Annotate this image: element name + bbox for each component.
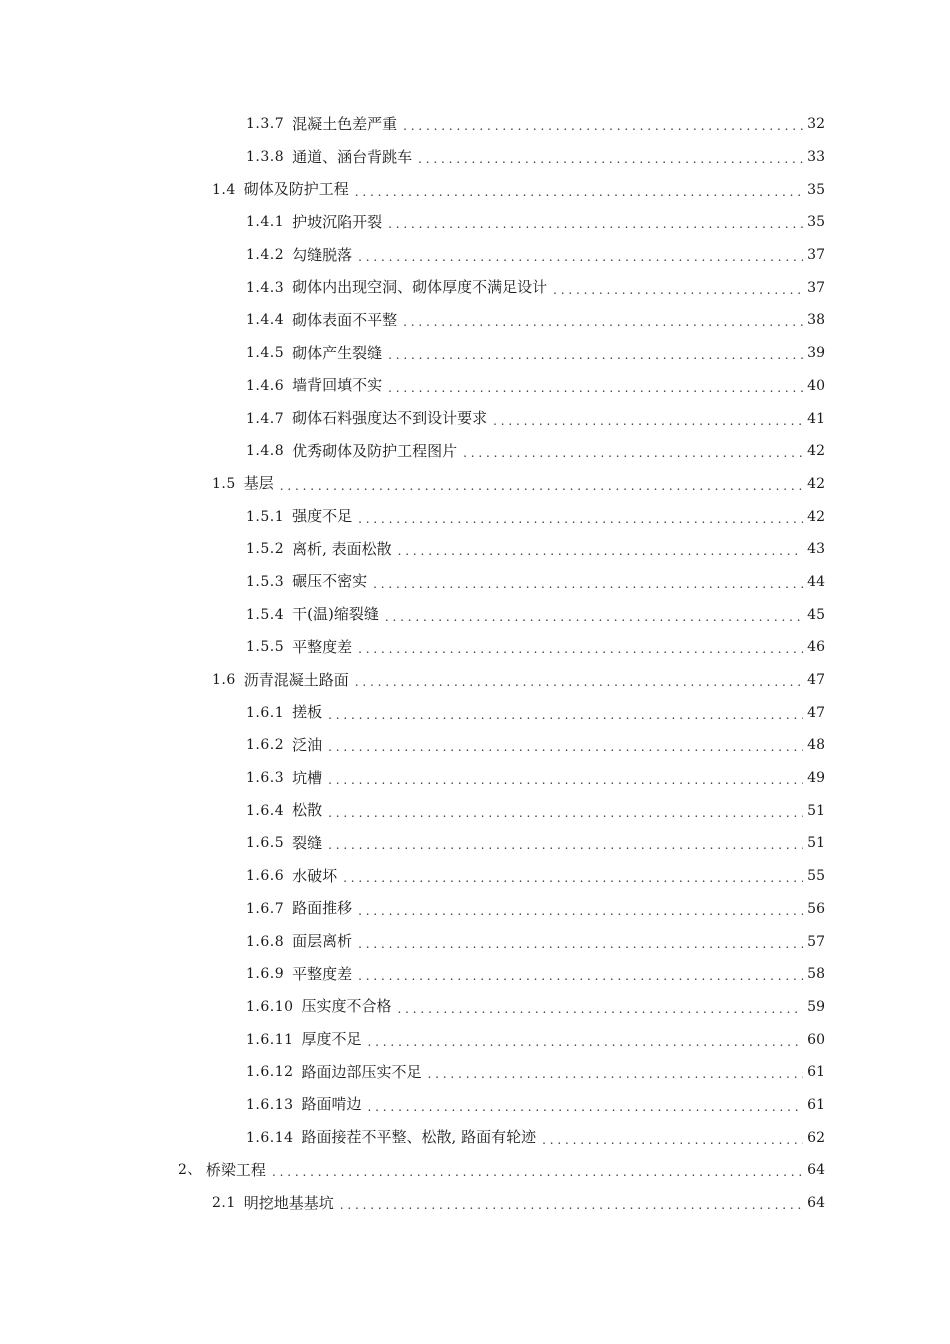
toc-dot-leader	[328, 839, 803, 851]
toc-dot-leader	[328, 774, 803, 786]
toc-entry[interactable]	[0, 827, 950, 860]
toc-entry[interactable]	[0, 696, 950, 729]
toc-entry-number: 1.4.5	[246, 345, 285, 362]
toc-entry[interactable]	[0, 1089, 950, 1122]
toc-entry[interactable]	[0, 664, 950, 697]
toc-entry-number: 1.6.1	[246, 704, 285, 721]
toc-entry-title: 路面推移	[292, 899, 353, 918]
toc-entry[interactable]	[0, 1121, 950, 1154]
toc-entry[interactable]	[0, 141, 950, 174]
toc-entry-title: 基层	[243, 474, 274, 493]
toc-entry-page-number: 64	[807, 1195, 825, 1212]
toc-entry-number: 1.3.7	[246, 116, 285, 133]
toc-entry-number: 2.1	[212, 1195, 236, 1212]
toc-entry-title: 路面边部压实不足	[301, 1062, 422, 1081]
toc-entry[interactable]	[0, 958, 950, 991]
toc-dot-leader	[553, 284, 803, 296]
toc-entry-page-number: 46	[807, 639, 825, 656]
toc-dot-leader	[493, 415, 803, 427]
toc-dot-leader	[358, 970, 803, 982]
toc-entry-page-number: 39	[807, 345, 825, 362]
toc-entry-title: 离析, 表面松散	[292, 539, 392, 558]
toc-entry[interactable]	[0, 239, 950, 272]
toc-entry-title: 松散	[292, 801, 323, 820]
toc-entry[interactable]	[0, 337, 950, 370]
toc-entry-number: 1.5.5	[246, 639, 285, 656]
toc-entry-page-number: 42	[807, 475, 825, 492]
toc-dot-leader	[373, 578, 803, 590]
toc-entry-page-number: 56	[807, 900, 825, 917]
toc-entry[interactable]	[0, 794, 950, 827]
toc-entry-page-number: 37	[807, 247, 825, 264]
toc-entry-title: 坑槽	[292, 768, 323, 787]
toc-entry[interactable]	[0, 598, 950, 631]
toc-dot-leader	[542, 1134, 803, 1146]
toc-dot-leader	[358, 513, 803, 525]
toc-entry-number: 1.5.3	[246, 573, 285, 590]
toc-entry[interactable]	[0, 925, 950, 958]
toc-dot-leader	[403, 120, 803, 132]
toc-entry-page-number: 60	[807, 1031, 825, 1048]
toc-entry-number: 1.6.4	[246, 802, 285, 819]
toc-entry-page-number: 32	[807, 116, 825, 133]
toc-entry-number: 1.5.1	[246, 508, 285, 525]
toc-entry-title: 水破坏	[292, 866, 338, 885]
toc-entry[interactable]	[0, 1056, 950, 1089]
toc-entry-number: 1.6.14	[246, 1129, 294, 1146]
toc-entry-page-number: 58	[807, 966, 825, 983]
toc-entry-page-number: 55	[807, 868, 825, 885]
toc-entry[interactable]	[0, 1187, 950, 1220]
toc-entry-title: 平整度差	[292, 964, 353, 983]
toc-entry-page-number: 41	[807, 410, 825, 427]
toc-entry-title: 路面啃边	[301, 1095, 362, 1114]
toc-entry-page-number: 51	[807, 802, 825, 819]
toc-dot-leader	[328, 709, 803, 721]
toc-entry-title: 干(温)缩裂缝	[292, 605, 379, 624]
toc-entry-title: 搓板	[292, 703, 323, 722]
toc-entry-title: 平整度差	[292, 637, 353, 656]
toc-entry-number: 1.6.8	[246, 933, 285, 950]
toc-entry-number: 1.3.8	[246, 149, 285, 166]
toc-entry-title: 优秀砌体及防护工程图片	[292, 441, 458, 460]
toc-entry-number: 1.4.6	[246, 377, 285, 394]
toc-entry-number: 1.5	[212, 475, 236, 492]
toc-entry[interactable]	[0, 304, 950, 337]
toc-entry-title: 碾压不密实	[292, 572, 368, 591]
toc-dot-leader	[428, 1068, 803, 1080]
toc-entry-title: 护坡沉陷开裂	[292, 212, 383, 231]
toc-entry-title: 砌体表面不平整	[292, 310, 398, 329]
toc-entry-title: 厚度不足	[301, 1030, 362, 1049]
toc-entry[interactable]	[0, 1023, 950, 1056]
toc-entry-page-number: 62	[807, 1129, 825, 1146]
toc-entry-page-number: 40	[807, 377, 825, 394]
toc-entry-page-number: 37	[807, 279, 825, 296]
toc-entry-page-number: 64	[807, 1162, 825, 1179]
toc-entry-page-number: 35	[807, 181, 825, 198]
toc-dot-leader	[368, 1101, 803, 1113]
toc-entry-number: 1.6.12	[246, 1064, 294, 1081]
toc-entry[interactable]	[0, 566, 950, 599]
toc-entry-title: 墙背回填不实	[292, 376, 383, 395]
toc-entry[interactable]	[0, 631, 950, 664]
table-of-contents	[0, 108, 950, 1219]
toc-entry[interactable]	[0, 468, 950, 501]
toc-entry[interactable]	[0, 1154, 950, 1187]
toc-entry-page-number: 59	[807, 998, 825, 1015]
toc-dot-leader	[358, 643, 803, 655]
toc-entry-page-number: 42	[807, 508, 825, 525]
toc-entry-page-number: 42	[807, 443, 825, 460]
toc-entry-page-number: 61	[807, 1064, 825, 1081]
toc-entry-title: 混凝土色差严重	[292, 114, 398, 133]
toc-entry-page-number: 48	[807, 737, 825, 754]
toc-entry-number: 1.6.5	[246, 835, 285, 852]
toc-entry-number: 1.6.6	[246, 868, 285, 885]
toc-dot-leader	[343, 872, 803, 884]
toc-entry-number: 1.4.4	[246, 312, 285, 329]
toc-entry-number: 1.4.3	[246, 279, 285, 296]
toc-entry-title: 明挖地基基坑	[243, 1193, 334, 1212]
toc-entry-number: 1.4.2	[246, 247, 285, 264]
toc-entry-page-number: 38	[807, 312, 825, 329]
toc-entry-title: 压实度不合格	[301, 997, 392, 1016]
toc-entry[interactable]	[0, 173, 950, 206]
toc-entry-page-number: 47	[807, 672, 825, 689]
toc-entry-number: 1.4	[212, 181, 236, 198]
toc-dot-leader	[358, 905, 803, 917]
toc-entry-page-number: 57	[807, 933, 825, 950]
toc-entry[interactable]	[0, 370, 950, 403]
toc-entry-page-number: 47	[807, 704, 825, 721]
toc-entry[interactable]	[0, 402, 950, 435]
toc-entry-page-number: 35	[807, 214, 825, 231]
toc-entry-number: 1.6.10	[246, 998, 294, 1015]
toc-entry[interactable]	[0, 893, 950, 926]
toc-entry-title: 路面接茬不平整、松散, 路面有轮迹	[301, 1128, 537, 1147]
toc-dot-leader	[403, 316, 803, 328]
toc-entry-title: 通道、涵台背跳车	[292, 147, 413, 166]
toc-dot-leader	[368, 1036, 803, 1048]
toc-dot-leader	[355, 676, 803, 688]
toc-entry[interactable]	[0, 271, 950, 304]
toc-entry[interactable]	[0, 729, 950, 762]
toc-entry-page-number: 43	[807, 541, 825, 558]
toc-entry-page-number: 61	[807, 1096, 825, 1113]
toc-dot-leader	[418, 153, 803, 165]
toc-entry-page-number: 49	[807, 770, 825, 787]
toc-entry[interactable]	[0, 860, 950, 893]
toc-entry-number: 1.5.4	[246, 606, 285, 623]
toc-dot-leader	[358, 938, 803, 950]
toc-entry-title: 桥梁工程	[205, 1160, 266, 1179]
toc-entry[interactable]	[0, 206, 950, 239]
toc-dot-leader	[388, 218, 803, 230]
toc-entry-title: 砌体石料强度达不到设计要求	[292, 409, 488, 428]
toc-entry-title: 勾缝脱落	[292, 245, 353, 264]
toc-entry-number: 1.4.7	[246, 410, 285, 427]
toc-dot-leader	[272, 1166, 803, 1178]
toc-dot-leader	[328, 741, 803, 753]
toc-entry[interactable]	[0, 991, 950, 1024]
toc-entry-page-number: 33	[807, 149, 825, 166]
toc-entry-title: 泛油	[292, 735, 323, 754]
toc-entry-page-number: 45	[807, 606, 825, 623]
toc-entry[interactable]	[0, 500, 950, 533]
toc-dot-leader	[328, 807, 803, 819]
toc-entry[interactable]	[0, 108, 950, 141]
toc-entry-number: 1.6.2	[246, 737, 285, 754]
toc-entry-number: 1.6.11	[246, 1031, 294, 1048]
toc-entry-title: 裂缝	[292, 833, 323, 852]
toc-entry-page-number: 51	[807, 835, 825, 852]
toc-entry-number: 1.6.13	[246, 1096, 294, 1113]
toc-entry-title: 砌体内出现空洞、砌体厚度不满足设计	[292, 278, 548, 297]
toc-entry-title: 面层离析	[292, 932, 353, 951]
toc-dot-leader	[398, 1003, 803, 1015]
toc-entry-number: 2、	[178, 1162, 202, 1179]
toc-entry-title: 砌体及防护工程	[243, 180, 349, 199]
toc-dot-leader	[385, 611, 803, 623]
toc-entry-title: 沥青混凝土路面	[243, 670, 349, 689]
toc-entry-number: 1.6.3	[246, 770, 285, 787]
toc-entry-page-number: 44	[807, 573, 825, 590]
toc-dot-leader	[388, 382, 803, 394]
toc-entry-number: 1.4.1	[246, 214, 285, 231]
toc-dot-leader	[398, 545, 803, 557]
toc-dot-leader	[280, 480, 803, 492]
toc-entry[interactable]	[0, 533, 950, 566]
toc-entry-number: 1.6.9	[246, 966, 285, 983]
toc-entry-number: 1.6	[212, 672, 236, 689]
toc-entry-title: 强度不足	[292, 507, 353, 526]
toc-dot-leader	[388, 349, 803, 361]
toc-entry-number: 1.6.7	[246, 900, 285, 917]
toc-entry[interactable]	[0, 762, 950, 795]
toc-dot-leader	[358, 251, 803, 263]
toc-dot-leader	[355, 186, 803, 198]
toc-entry-number: 1.4.8	[246, 443, 285, 460]
toc-entry-title: 砌体产生裂缝	[292, 343, 383, 362]
toc-entry-number: 1.5.2	[246, 541, 285, 558]
toc-dot-leader	[463, 447, 803, 459]
toc-entry[interactable]	[0, 435, 950, 468]
toc-dot-leader	[340, 1199, 803, 1211]
